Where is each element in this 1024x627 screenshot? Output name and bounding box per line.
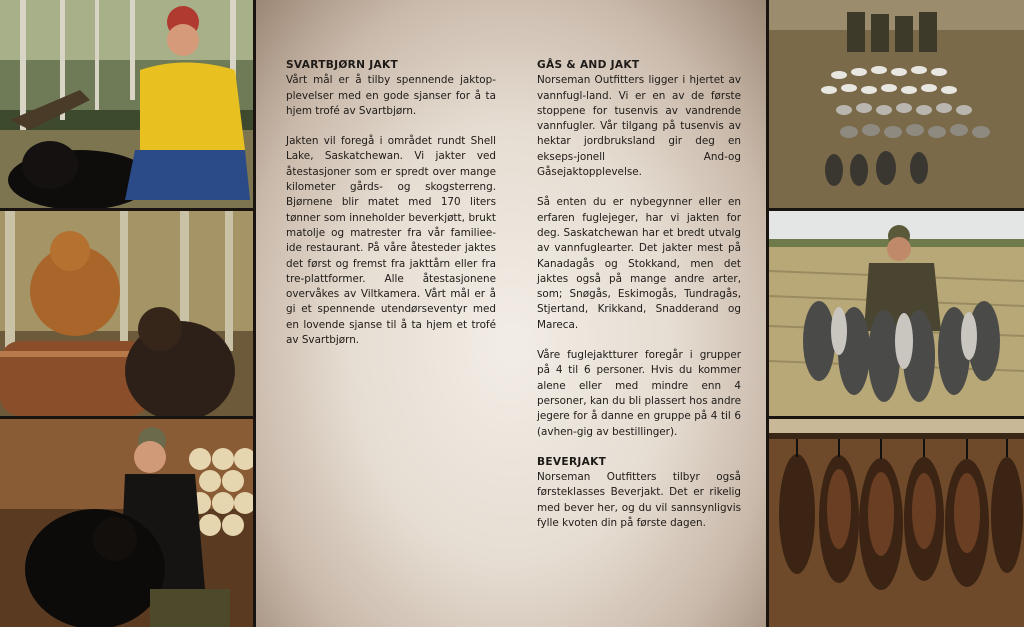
beaver-hunt-heading: BEVERJAKT xyxy=(537,455,607,468)
beaver-pelts-photo xyxy=(769,419,1024,627)
bear-hunt-paragraph: Jakten vil foregå i området rundt Shell Lake, Saskatchewan. Vi jakter ved åtestasjoner som er spredt over mange kilometer gårds- og skogsterreng. Bjørnene blir matet med 170 liters tønner som inneholder beverkjøtt, brukt matolje og matrester fra vår familiee-ide restaurant. På våre åtesteder jaktes det først og fremst fra jakttårn eller fra tre-plattformer. Alle åtestasjonene overvåkes av Viltkamera. Vårt mål er å gi et spennende utendørseventyr med en lovende sjanse til å ta hjem et trofé av Svartbjørn. xyxy=(286,135,496,347)
goose-duck-paragraph: Våre fuglejaktturer foregår i grupper på 4 til 6 personer. Hvis du kommer alene eller med mindre enn 4 personer, kan du bli plassert hos andre jegere for å danne en gruppe på 4 til 6 (avhen-gig av bestillinger). xyxy=(537,349,741,438)
brown-bear-at-bait-barrel-photo xyxy=(0,211,253,416)
goose-duck-hunt-heading: GÅS & AND JAKT xyxy=(537,59,640,71)
goose-duck-paragraph: Så enten du er nybegynner eller en erfaren fuglejeger, har vi jakten for deg. Saskatchewan har et bredt utvalg av vannfuglearter. Det jakter mest på Kanadagås og Stokkand, men det jaktes også på mange andre arter, som; Snøgås, Eskimogås, Tundragås, Stjertand, Krikkand, Snadderand og Mareca. xyxy=(537,196,741,331)
bear-hunt-heading: SVARTBJØRN JAKT xyxy=(286,59,399,71)
goose-duck-paragraph: Norseman Outfitters ligger i hjertet av vannfugl-land. Vi er en av de første stoppene for tusenvis av vandrende vannfugler. Vår tilgang på tusenvis av hektar jordbruksland gir deg en ekseps-jonell And-og Gåsejaktopplevelse. xyxy=(537,74,741,179)
goose-hunt-harvest-photo xyxy=(769,0,1024,208)
bear-hunt-paragraph: Vårt mål er å tilby spennende jaktop-plevelser med en gode sjanser for å ta hjem trofé av Svartbjørn. xyxy=(286,74,496,117)
hunter-with-geese-photo xyxy=(769,211,1024,416)
hunter-with-bear-trophy-photo xyxy=(0,419,253,627)
beaver-hunt-paragraph: Norseman Outfitters tilbyr også førsteklasses Beverjakt. Det er rikelig med bever her, og du vil sannsynligvis fylle kvoten din på første dagen. xyxy=(537,471,741,530)
waterfowl-beaver-column xyxy=(537,58,741,546)
bear-hunt-column xyxy=(286,58,496,363)
hunter-with-black-bear-photo xyxy=(0,0,253,208)
text-panel xyxy=(256,0,766,627)
